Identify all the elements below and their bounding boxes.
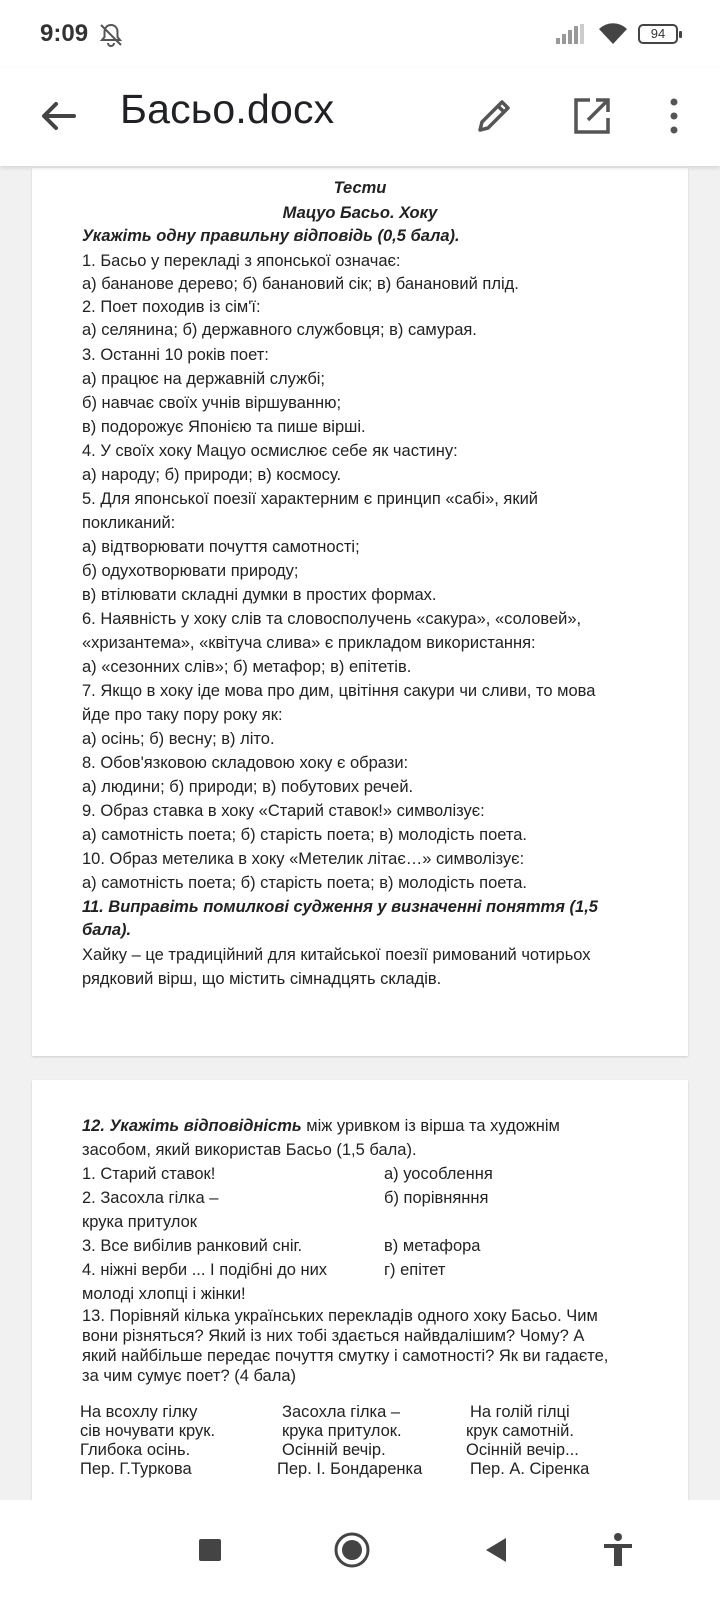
document-title: Басьо.docx	[120, 86, 335, 132]
more-vert-icon[interactable]	[662, 92, 686, 140]
back-triangle-icon[interactable]	[476, 1530, 516, 1570]
doc-line: б) навчає своїх учнів віршуванню;	[82, 394, 342, 412]
translation-1-line: Глибока осінь.	[80, 1441, 191, 1459]
matching-left-item: крука притулок	[82, 1213, 197, 1231]
translation-1-credit: Пер. Г.Туркова	[80, 1460, 192, 1478]
doc-line: а) бананове дерево; б) банановий сік; в) банановий плід.	[82, 275, 519, 293]
matching-left-item: молоді хлопці і жінки!	[82, 1285, 246, 1303]
doc-line: а) відтворювати почуття самотності;	[82, 538, 360, 556]
doc-instruction: Укажіть одну правильну відповідь (0,5 бала).	[82, 227, 460, 245]
matching-left-item: 3. Все вибілив ранковий сніг.	[82, 1237, 303, 1255]
back-arrow-icon[interactable]	[34, 92, 82, 140]
q13-line: за чим сумує поет? (4 бала)	[82, 1367, 297, 1385]
translation-2-line: Осінній вечір.	[282, 1441, 386, 1459]
doc-line: покликаний:	[82, 514, 176, 532]
translation-2-line: крука притулок.	[282, 1422, 402, 1440]
system-nav-bar	[0, 1500, 720, 1600]
doc-line: 5. Для японської поезії характерним є принцип «сабі», який	[82, 490, 539, 508]
matching-right-item: в) метафора	[384, 1237, 481, 1255]
doc-line: а) осінь; б) весну; в) літо.	[82, 730, 275, 748]
translation-1-line: сів ночувати крук.	[80, 1422, 216, 1440]
edit-pencil-icon[interactable]	[470, 92, 518, 140]
doc-line: в) втілювати складні думки в простих формах.	[82, 586, 437, 604]
bell-off-icon	[98, 22, 124, 48]
doc-line: йде про таку пору року як:	[82, 706, 283, 724]
matching-left-item: 1. Старий ставок!	[82, 1165, 216, 1183]
doc-line: 3. Останні 10 років поет:	[82, 346, 269, 364]
doc-line: «хризантема», «квітуча слива» є прикладом використання:	[82, 634, 536, 652]
doc-line: в) подорожує Японією та пише вірші.	[82, 418, 366, 436]
document-page-1	[32, 168, 688, 1056]
signal-icon	[556, 24, 586, 44]
doc-line: 8. Обов'язковою складовою хоку є образи:	[82, 754, 409, 772]
doc-line: 1. Басьо у перекладі з японської означає:	[82, 252, 401, 270]
q12-subheading: засобом, який використав Басьо (1,5 бала).	[82, 1141, 417, 1159]
matching-right-item: г) епітет	[384, 1261, 446, 1279]
q12-heading-bold: 12. Укажіть відповідність	[82, 1117, 302, 1135]
accessibility-icon[interactable]	[598, 1530, 638, 1570]
q13-line: вони різняться? Який із них тобі здається найвдалішим? Чому? А	[82, 1327, 585, 1345]
q11-text-cont: рядковий вірш, що містить сімнадцять складів.	[82, 970, 442, 988]
q11-heading-cont: бала).	[82, 921, 132, 939]
matching-right-item: б) порівняння	[384, 1189, 489, 1207]
app-bar	[0, 68, 720, 166]
recents-square-icon[interactable]	[190, 1530, 230, 1570]
doc-title: Тести	[333, 179, 387, 197]
q12-heading	[82, 1116, 560, 1136]
translation-2-line: Засохла гілка –	[282, 1403, 401, 1421]
q13-line: 13. Порівняй кілька українських перекладів одного хоку Басьо. Чим	[82, 1307, 598, 1325]
translation-3-line: Осінній вечір...	[466, 1441, 579, 1459]
home-circle-icon[interactable]	[332, 1530, 372, 1570]
doc-line: 9. Образ ставка в хоку «Старий ставок!» символізує:	[82, 802, 485, 820]
doc-line: а) людини; б) природи; в) побутових речей.	[82, 778, 414, 796]
status-time: 9:09	[40, 20, 89, 47]
doc-line: а) самотність поета; б) старість поета; в) молодість поета.	[82, 874, 528, 892]
document-page-2	[32, 1080, 688, 1500]
doc-line: б) одухотворювати природу;	[82, 562, 299, 580]
translation-3-line: На голій гілці	[470, 1403, 570, 1421]
doc-line: 10. Образ метелика в хоку «Метелик літає…» символізує:	[82, 850, 525, 868]
matching-right-item: а) уособлення	[384, 1165, 493, 1183]
translation-1-line: На всохлу гілку	[80, 1403, 198, 1421]
doc-line: а) «сезонних слів»; б) метафор; в) епітетів.	[82, 658, 412, 676]
doc-line: а) працює на державній службі;	[82, 370, 326, 388]
doc-line: а) селянина; б) державного службовця; в) самурая.	[82, 321, 477, 339]
q11-text: Хайку – це традиційний для китайської поезії римований чотирьох	[82, 946, 591, 964]
doc-line: 4. У своїх хоку Мацуо осмислює себе як частину:	[82, 442, 458, 460]
doc-line: а) народу; б) природи; в) космосу.	[82, 466, 342, 484]
wifi-icon	[598, 22, 628, 46]
doc-line: 6. Наявність у хоку слів та словосполучень «сакура», «соловей»,	[82, 610, 582, 628]
battery-icon: 94	[638, 24, 678, 44]
translation-2-credit: Пер. І. Бондаренка	[277, 1460, 423, 1478]
doc-line: 7. Якщо в хоку іде мова про дим, цвітіння сакури чи сливи, то мова	[82, 682, 596, 700]
doc-subtitle: Мацуо Басьо. Хоку	[282, 204, 438, 222]
q12-heading-rest: між уривком із вірша та художнім	[301, 1117, 560, 1135]
doc-line: а) самотність поета; б) старість поета; в) молодість поета.	[82, 826, 528, 844]
translation-3-credit: Пер. А. Сіренка	[470, 1460, 590, 1478]
q11-heading: 11. Виправіть помилкові судження у визначенні поняття (1,5	[82, 898, 598, 916]
status-bar	[0, 0, 720, 68]
matching-left-item: 4. ніжні верби ... І подібні до них	[82, 1261, 328, 1279]
matching-left-item: 2. Засохла гілка –	[82, 1189, 219, 1207]
translation-3-line: крук самотній.	[466, 1422, 574, 1440]
q13-line: який найбільше передає почуття смутку і самотності? Як ви гадаєте,	[82, 1347, 609, 1365]
doc-line: 2. Поет походив із сім'ї:	[82, 298, 261, 316]
open-external-icon[interactable]	[568, 92, 616, 140]
